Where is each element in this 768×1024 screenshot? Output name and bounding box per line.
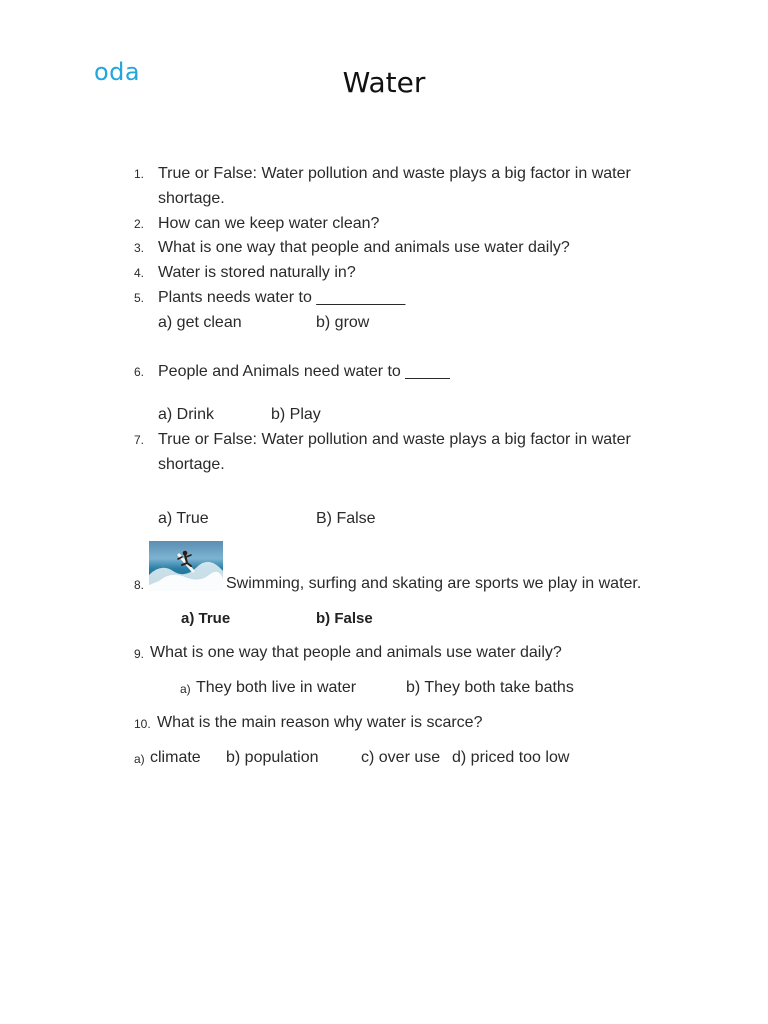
q8-number: 8. bbox=[134, 578, 145, 592]
q7-option-b: B) False bbox=[316, 510, 376, 527]
q6-option-b: b) Play bbox=[271, 406, 321, 423]
surfer-photo bbox=[149, 541, 223, 591]
q7-text: True or False: Water pollution and waste plays a big factor in water bbox=[158, 431, 631, 448]
q10-option-a-marker: a) bbox=[134, 752, 145, 766]
q7-option-a: a) True bbox=[158, 510, 209, 527]
q10-option-c: c) over use bbox=[361, 749, 441, 766]
q8-option-a: a) True bbox=[181, 610, 231, 627]
q5-option-a: a) get clean bbox=[158, 314, 242, 331]
q8-option-b: b) False bbox=[316, 610, 373, 627]
q5-option-b: b) grow bbox=[316, 314, 370, 331]
oda-logo: oda bbox=[94, 58, 141, 86]
q10-option-d: d) priced too low bbox=[452, 749, 570, 766]
q6-option-a: a) Drink bbox=[158, 406, 215, 423]
q1-text: True or False: Water pollution and waste plays a big factor in water bbox=[158, 165, 631, 182]
q6-text: People and Animals need water to _____ bbox=[158, 363, 450, 380]
q10-text: What is the main reason why water is scarce? bbox=[157, 714, 483, 731]
q10-number: 10. bbox=[134, 717, 151, 731]
q2-text: How can we keep water clean? bbox=[158, 215, 380, 232]
q7-number: 7. bbox=[134, 433, 145, 447]
q10-option-a: climate bbox=[150, 749, 201, 766]
q9-text: What is one way that people and animals use water daily? bbox=[150, 644, 562, 661]
q5-number: 5. bbox=[134, 291, 145, 305]
q9-option-b: b) They both take baths bbox=[406, 679, 574, 696]
q9-option-a-marker: a) bbox=[180, 682, 191, 696]
q6-number: 6. bbox=[134, 365, 145, 379]
q2-number: 2. bbox=[134, 217, 145, 231]
q1-text-cont: shortage. bbox=[158, 190, 225, 207]
q10-option-b: b) population bbox=[226, 749, 319, 766]
page-title: Water bbox=[342, 66, 426, 99]
q8-text: Swimming, surfing and skating are sports we play in water. bbox=[226, 575, 642, 592]
q9-option-a: They both live in water bbox=[196, 679, 357, 696]
q3-number: 3. bbox=[134, 241, 145, 255]
q3-text: What is one way that people and animals use water daily? bbox=[158, 239, 570, 256]
q4-number: 4. bbox=[134, 266, 145, 280]
q7-text-cont: shortage. bbox=[158, 456, 225, 473]
q4-text: Water is stored naturally in? bbox=[158, 264, 356, 281]
surfer-image-icon bbox=[149, 541, 223, 591]
q5-text: Plants needs water to __________ bbox=[158, 289, 406, 306]
q1-number: 1. bbox=[134, 167, 145, 181]
q9-number: 9. bbox=[134, 647, 145, 661]
